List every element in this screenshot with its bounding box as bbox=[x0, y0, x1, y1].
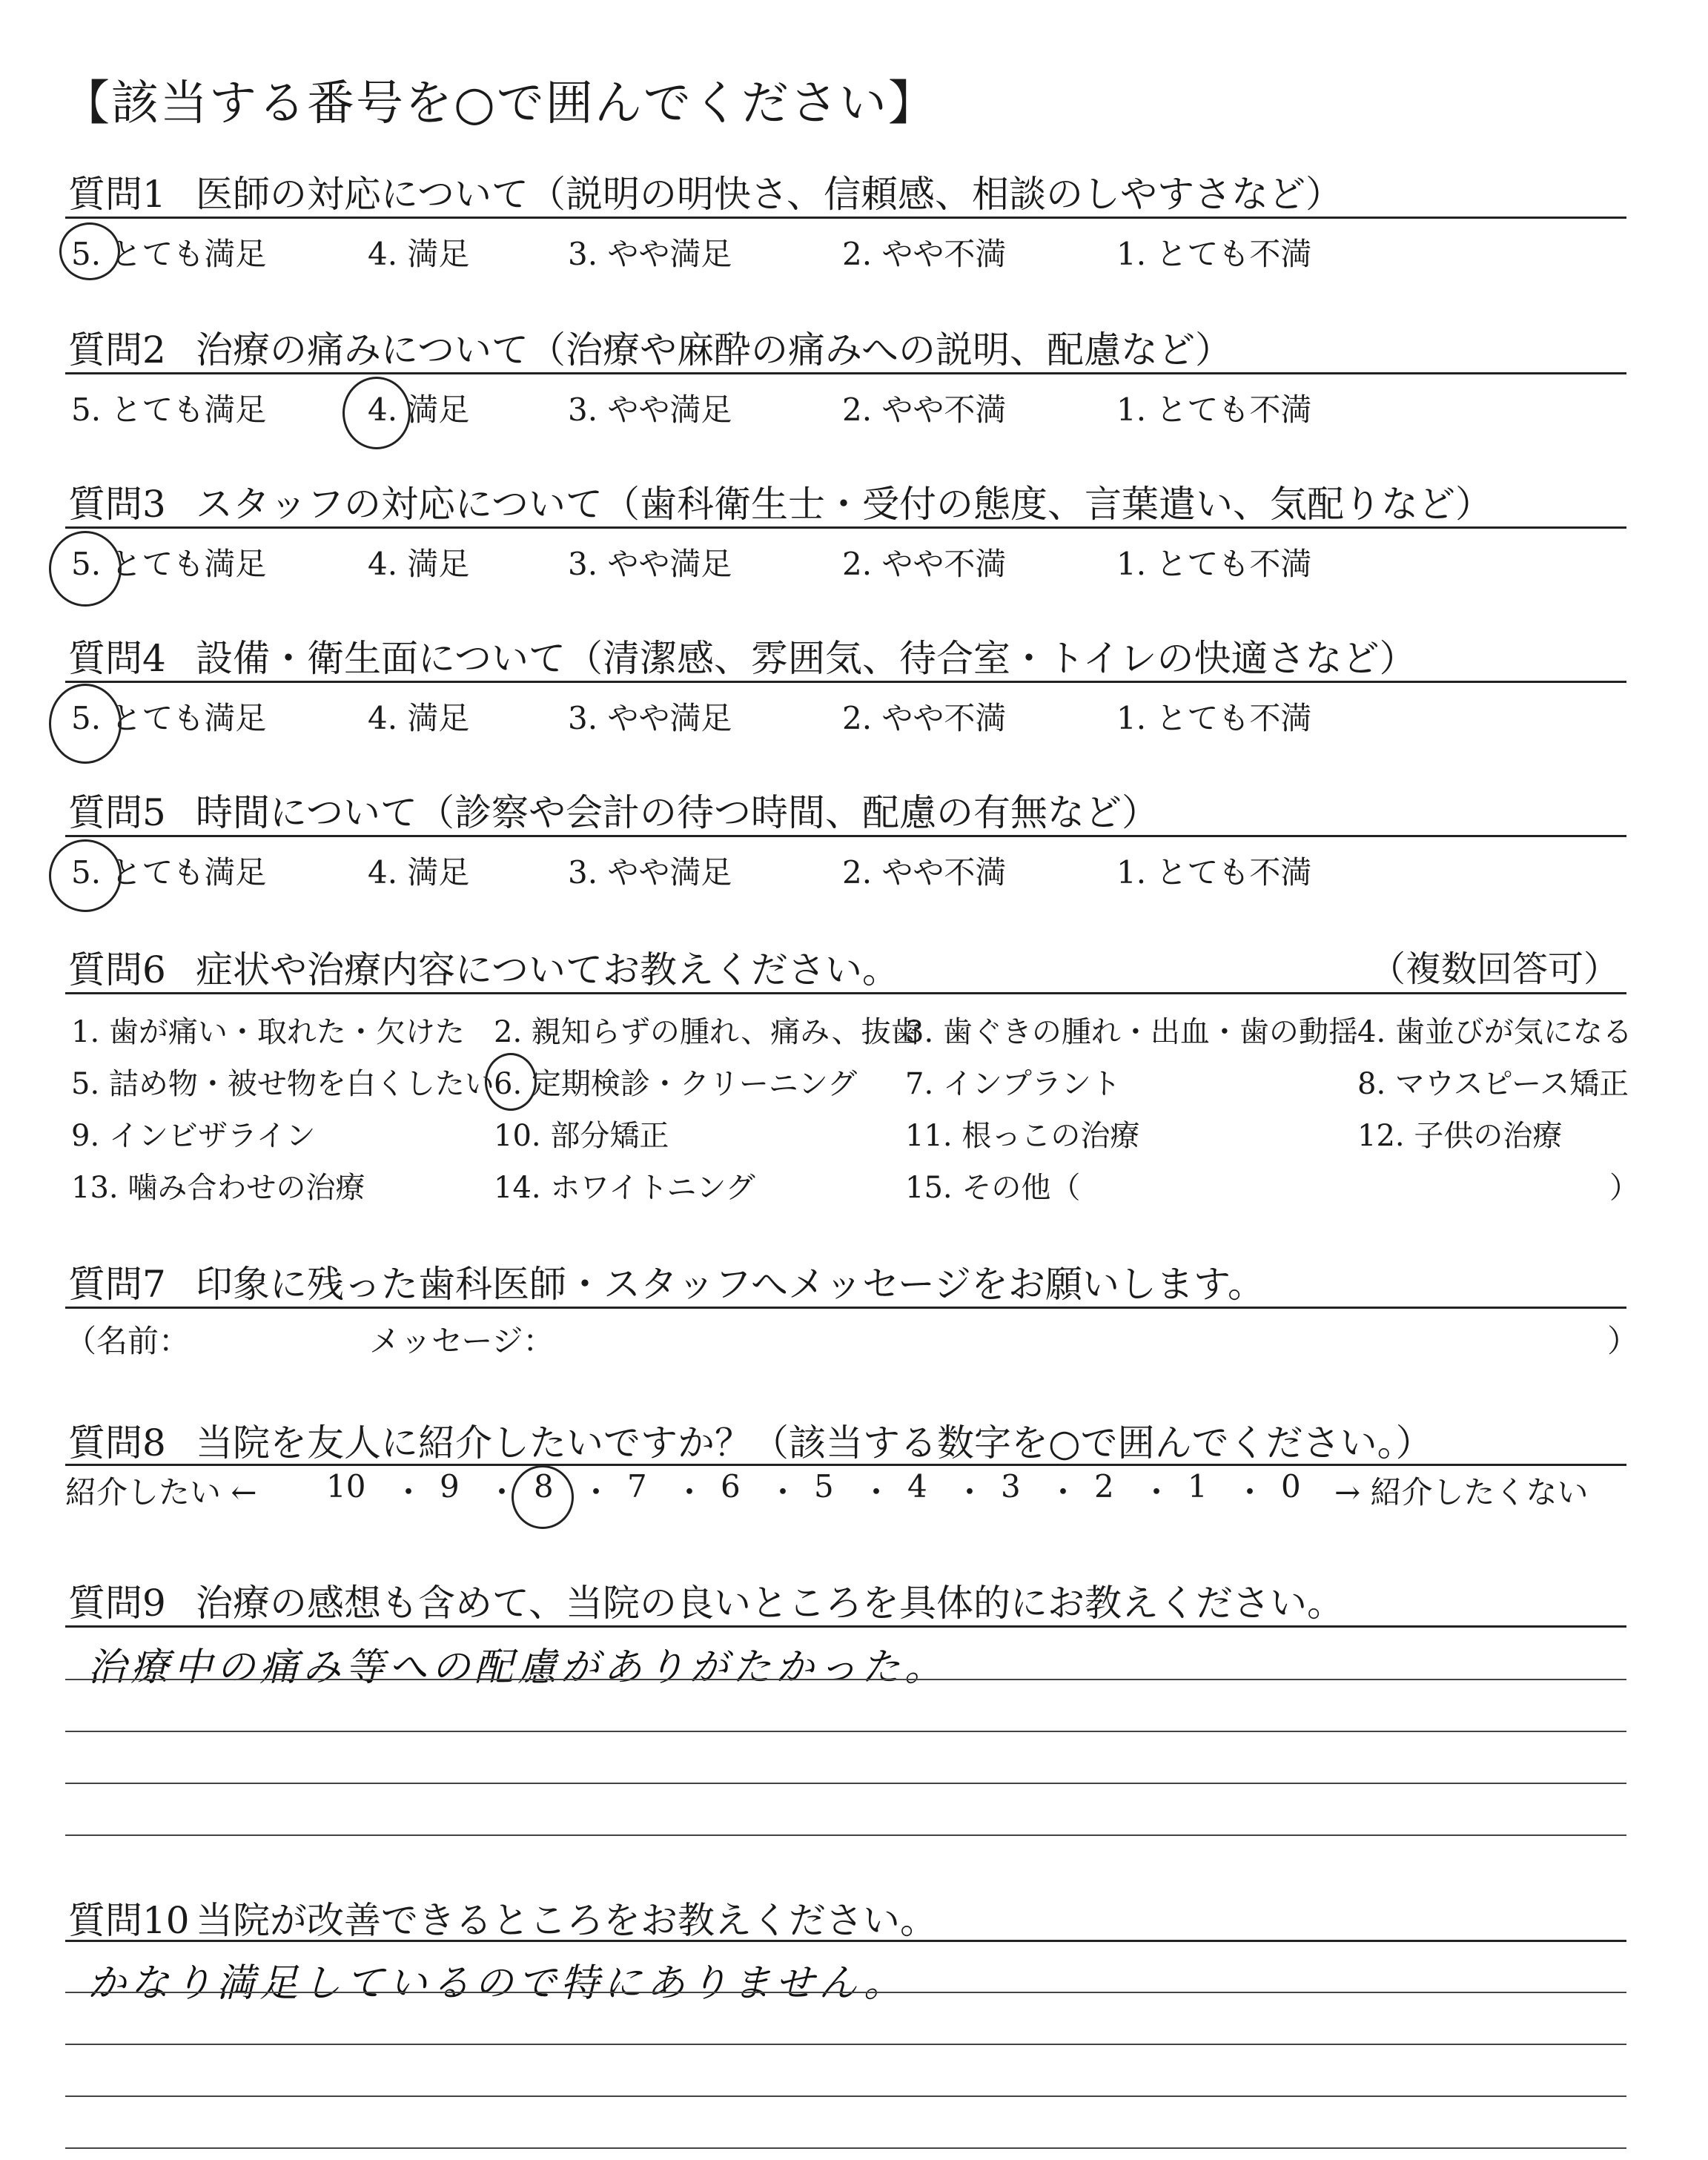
rating-option-2[interactable]: 2. やや不満 bbox=[842, 700, 1007, 736]
handwritten-answer-q10: かなり満足しているので特にありません。 bbox=[87, 1961, 907, 2006]
symptom-option-2[interactable]: 2. 親知らずの腫れ、痛み、抜歯 bbox=[494, 1015, 921, 1049]
answer-line bbox=[65, 1783, 1626, 1784]
scale-separator: ・ bbox=[580, 1474, 612, 1510]
question-number: 質問2 bbox=[68, 328, 166, 371]
scale-separator: ・ bbox=[1141, 1474, 1173, 1510]
rating-option-5[interactable]: 5. とても満足 bbox=[71, 700, 267, 736]
question-6 bbox=[68, 940, 899, 994]
question-number: 質問3 bbox=[68, 483, 166, 526]
rating-option-1[interactable]: 1. とても不満 bbox=[1116, 546, 1312, 582]
scale-separator: ・ bbox=[767, 1474, 799, 1510]
symptom-option-5[interactable]: 5. 詰め物・被せ物を白くしたい bbox=[71, 1067, 494, 1101]
rating-option-4[interactable]: 4. 満足 bbox=[368, 546, 470, 582]
question-9 bbox=[68, 1573, 1344, 1627]
divider bbox=[65, 1307, 1626, 1309]
message-label: メッセージ： bbox=[369, 1323, 555, 1359]
answer-line bbox=[65, 2044, 1626, 2045]
divider bbox=[65, 1940, 1626, 1942]
rating-option-3[interactable]: 3. やや満足 bbox=[568, 700, 732, 736]
question-10 bbox=[68, 1891, 937, 1944]
question-number: 質問4 bbox=[68, 637, 166, 680]
scale-right-label: → 紹介したくない bbox=[1334, 1474, 1589, 1510]
symptom-option-13[interactable]: 13. 噛み合わせの治療 bbox=[71, 1171, 365, 1205]
recommend-scale bbox=[65, 1468, 1629, 1513]
symptom-option-15[interactable]: 15. その他（ bbox=[905, 1171, 1081, 1205]
rating-option-1[interactable]: 1. とても不満 bbox=[1116, 392, 1312, 428]
question-text: 当院を友人に紹介したいですか？（該当する数字を○で囲んでください。） bbox=[196, 1421, 1433, 1464]
scale-separator: ・ bbox=[1047, 1474, 1079, 1510]
question-text: 当院が改善できるところをお教えください。 bbox=[196, 1899, 937, 1942]
rating-option-1[interactable]: 1. とても不満 bbox=[1116, 854, 1312, 891]
question-text: 症状や治療内容についてお教えください。 bbox=[196, 948, 899, 991]
question-number: 質問10 bbox=[68, 1899, 190, 1942]
question-3 bbox=[68, 475, 1492, 528]
rating-option-2[interactable]: 2. やや不満 bbox=[842, 392, 1007, 428]
scale-value-3[interactable]: 3 bbox=[1001, 1468, 1021, 1505]
selection-circle bbox=[59, 222, 120, 280]
question-text: スタッフの対応について（歯科衛生士・受付の態度、言葉遣い、気配りなど） bbox=[196, 483, 1492, 526]
scale-separator: ・ bbox=[954, 1474, 986, 1510]
scale-separator: ・ bbox=[674, 1474, 706, 1510]
rating-option-3[interactable]: 3. やや満足 bbox=[568, 236, 732, 272]
symptom-option-4[interactable]: 4. 歯並びが気になる bbox=[1357, 1015, 1632, 1049]
question-4 bbox=[68, 629, 1417, 682]
question-8 bbox=[68, 1413, 1433, 1467]
message-close-paren: ） bbox=[1607, 1323, 1639, 1359]
question-number: 質問8 bbox=[68, 1421, 166, 1464]
scale-value-6[interactable]: 6 bbox=[721, 1468, 741, 1505]
symptom-option-11[interactable]: 11. 根っこの治療 bbox=[905, 1119, 1140, 1153]
symptom-option-3[interactable]: 3. 歯ぐきの腫れ・出血・歯の動揺 bbox=[905, 1015, 1358, 1049]
rating-option-5[interactable]: 5. とても満足 bbox=[71, 546, 267, 582]
scale-separator: ・ bbox=[393, 1474, 425, 1510]
scale-separator: ・ bbox=[1234, 1474, 1266, 1510]
symptom-option-6[interactable]: 6. 定期検診・クリーニング bbox=[494, 1067, 858, 1101]
divider bbox=[65, 1464, 1626, 1466]
divider bbox=[65, 835, 1626, 837]
rating-option-2[interactable]: 2. やや不満 bbox=[842, 546, 1007, 582]
scale-separator: ・ bbox=[861, 1474, 893, 1510]
symptom-option-1[interactable]: 1. 歯が痛い・取れた・欠けた bbox=[71, 1015, 465, 1049]
divider bbox=[65, 1625, 1626, 1628]
scale-value-2[interactable]: 2 bbox=[1094, 1468, 1114, 1505]
question-text: 印象に残った歯科医師・スタッフへメッセージをお願いします。 bbox=[196, 1263, 1265, 1306]
answer-line bbox=[65, 1679, 1626, 1680]
handwritten-answer-q9: 治療中の痛み等への配慮がありがたかった。 bbox=[87, 1645, 948, 1690]
selection-circle bbox=[485, 1053, 537, 1111]
answer-line bbox=[65, 1731, 1626, 1732]
multiple-answers-note: （複数回答可） bbox=[1369, 948, 1619, 990]
rating-option-5[interactable]: 5. とても満足 bbox=[71, 392, 267, 428]
symptom-option-9[interactable]: 9. インビザライン bbox=[71, 1119, 316, 1153]
rating-option-1[interactable]: 1. とても不満 bbox=[1116, 700, 1312, 736]
rating-option-3[interactable]: 3. やや満足 bbox=[568, 854, 732, 891]
question-number: 質問5 bbox=[68, 791, 166, 834]
scale-value-8[interactable]: 8 bbox=[534, 1468, 554, 1505]
question-number: 質問7 bbox=[68, 1263, 166, 1306]
symptom-option-10[interactable]: 10. 部分矯正 bbox=[494, 1119, 669, 1153]
rating-option-5[interactable]: 5. とても満足 bbox=[71, 854, 267, 891]
question-text: 治療の感想も含めて、当院の良いところを具体的にお教えください。 bbox=[196, 1582, 1344, 1625]
question-5 bbox=[68, 783, 1159, 836]
other-close-paren: ） bbox=[1609, 1171, 1639, 1205]
rating-option-4[interactable]: 4. 満足 bbox=[368, 854, 470, 891]
symptom-option-8[interactable]: 8. マウスピース矯正 bbox=[1357, 1067, 1629, 1101]
divider bbox=[65, 992, 1626, 994]
symptom-option-14[interactable]: 14. ホワイトニング bbox=[494, 1171, 755, 1205]
question-number: 質問1 bbox=[68, 173, 166, 216]
question-number: 質問9 bbox=[68, 1582, 166, 1625]
scale-separator: ・ bbox=[486, 1474, 518, 1510]
rating-option-3[interactable]: 3. やや満足 bbox=[568, 392, 732, 428]
scale-value-9[interactable]: 9 bbox=[440, 1468, 460, 1505]
symptom-option-12[interactable]: 12. 子供の治療 bbox=[1357, 1119, 1563, 1153]
scale-left-label: 紹介したい ← bbox=[65, 1474, 257, 1510]
answer-line bbox=[65, 2147, 1626, 2149]
selection-circle bbox=[49, 531, 122, 607]
question-7 bbox=[68, 1255, 1265, 1308]
page-heading: 【該当する番号を○で囲んでください】 bbox=[62, 76, 937, 131]
selection-circle bbox=[342, 377, 411, 449]
answer-line bbox=[65, 2095, 1626, 2097]
name-label: （名前： bbox=[65, 1323, 191, 1359]
selection-circle bbox=[49, 684, 122, 764]
scale-value-0[interactable]: 0 bbox=[1281, 1468, 1301, 1505]
question-number: 質問6 bbox=[68, 948, 166, 991]
divider bbox=[65, 372, 1626, 374]
selection-circle bbox=[512, 1465, 574, 1529]
selection-circle bbox=[49, 839, 122, 912]
rating-option-4[interactable]: 4. 満足 bbox=[368, 700, 470, 736]
question-text: 設備・衛生面について（清潔感、雰囲気、待合室・トイレの快適さなど） bbox=[196, 637, 1417, 680]
question-text: 医師の対応について（説明の明快さ、信頼感、相談のしやすさなど） bbox=[196, 173, 1343, 216]
rating-option-4[interactable]: 4. 満足 bbox=[368, 236, 470, 272]
divider bbox=[65, 681, 1626, 683]
question-1 bbox=[68, 165, 1343, 218]
answer-line bbox=[65, 1992, 1626, 1993]
rating-option-1[interactable]: 1. とても不満 bbox=[1116, 236, 1312, 272]
rating-option-5[interactable]: 5. とても満足 bbox=[71, 236, 267, 272]
rating-option-2[interactable]: 2. やや不満 bbox=[842, 236, 1007, 272]
scale-value-10[interactable]: 10 bbox=[326, 1468, 366, 1505]
answer-line bbox=[65, 1834, 1626, 1836]
scale-value-1[interactable]: 1 bbox=[1188, 1468, 1208, 1505]
rating-option-2[interactable]: 2. やや不満 bbox=[842, 854, 1007, 891]
question-text: 時間について（診察や会計の待つ時間、配慮の有無など） bbox=[196, 791, 1159, 834]
rating-option-3[interactable]: 3. やや満足 bbox=[568, 546, 732, 582]
scale-value-7[interactable]: 7 bbox=[627, 1468, 647, 1505]
divider bbox=[65, 217, 1626, 219]
symptom-option-7[interactable]: 7. インプラント bbox=[905, 1067, 1121, 1101]
question-text: 治療の痛みについて（治療や麻酔の痛みへの説明、配慮など） bbox=[196, 328, 1232, 371]
divider bbox=[65, 526, 1626, 529]
rating-option-4[interactable]: 4. 満足 bbox=[368, 392, 470, 428]
question-2 bbox=[68, 320, 1232, 374]
scale-value-5[interactable]: 5 bbox=[814, 1468, 834, 1505]
scale-value-4[interactable]: 4 bbox=[907, 1468, 927, 1505]
